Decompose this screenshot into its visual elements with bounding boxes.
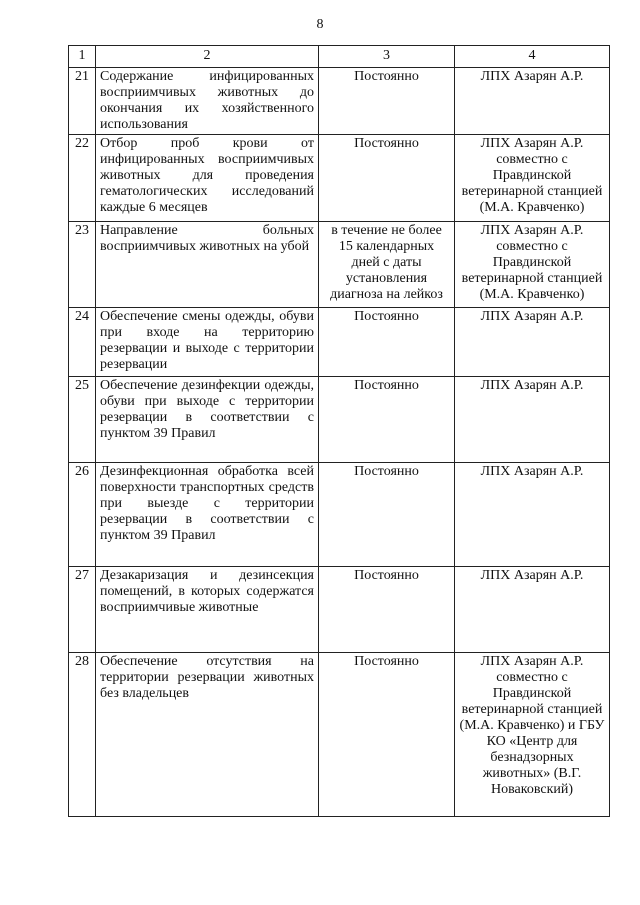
- column-header: 1: [69, 46, 96, 68]
- row-number: 27: [69, 567, 96, 653]
- measure-description: Обеспечение смены одежды, обуви при входе на территорию резервации и выходе с территории резервации: [96, 308, 319, 377]
- measure-description: Дезакаризация и дезинсекция помещений, в которых содержатся восприимчивые животные: [96, 567, 319, 653]
- measure-description: Направление больных восприимчивых животных на убой: [96, 222, 319, 308]
- table-row: [69, 377, 610, 463]
- measure-description: Обеспечение дезинфекции одежды, обуви при выходе с территории резервации в соответствии с пунктом 39 Правил: [96, 377, 319, 463]
- measure-term: Постоянно: [319, 653, 455, 817]
- row-number: 24: [69, 308, 96, 377]
- table-row: [69, 463, 610, 567]
- measure-term: в течение не более 15 календарных дней с даты установления диагноза на лейкоз: [319, 222, 455, 308]
- measure-responsible: ЛПХ Азарян А.Р.: [455, 308, 610, 377]
- table-row: [69, 135, 610, 222]
- row-number: 28: [69, 653, 96, 817]
- row-number: 22: [69, 135, 96, 222]
- column-header: 2: [96, 46, 319, 68]
- table-row: [69, 653, 610, 817]
- table-header-row: [69, 46, 610, 68]
- table-row: [69, 222, 610, 308]
- measures-table: [68, 45, 610, 817]
- table-row: [69, 308, 610, 377]
- measure-description: Содержание инфицированных восприимчивых животных до окончания их хозяйственного использования: [96, 68, 319, 135]
- measure-responsible: ЛПХ Азарян А.Р.: [455, 463, 610, 567]
- measure-responsible: ЛПХ Азарян А.Р.: [455, 68, 610, 135]
- measure-responsible: ЛПХ Азарян А.Р. совместно с Правдинской ветеринарной станцией (М.А. Кравченко): [455, 222, 610, 308]
- measure-term: Постоянно: [319, 463, 455, 567]
- measure-description: Обеспечение отсутствия на территории резервации животных без владельцев: [96, 653, 319, 817]
- column-header: 4: [455, 46, 610, 68]
- page-number: 8: [316, 17, 324, 32]
- measure-term: Постоянно: [319, 68, 455, 135]
- row-number: 21: [69, 68, 96, 135]
- measure-responsible: ЛПХ Азарян А.Р. совместно с Правдинской ветеринарной станцией (М.А. Кравченко) и ГБУ КО «Центр для безнадзорных животных» (В.Г. Новаковский): [455, 653, 610, 817]
- row-number: 25: [69, 377, 96, 463]
- row-number: 26: [69, 463, 96, 567]
- measure-term: Постоянно: [319, 308, 455, 377]
- measure-term: Постоянно: [319, 567, 455, 653]
- measure-responsible: ЛПХ Азарян А.Р. совместно с Правдинской ветеринарной станцией (М.А. Кравченко): [455, 135, 610, 222]
- column-header: 3: [319, 46, 455, 68]
- measure-term: Постоянно: [319, 135, 455, 222]
- measure-description: Дезинфекционная обработка всей поверхности транспортных средств при выезде с территории резервации в соответствии с пунктом 39 Правил: [96, 463, 319, 567]
- table-row: [69, 567, 610, 653]
- row-number: 23: [69, 222, 96, 308]
- measure-responsible: ЛПХ Азарян А.Р.: [455, 377, 610, 463]
- measure-description: Отбор проб крови от инфицированных восприимчивых животных для проведения гематологических исследований каждые 6 месяцев: [96, 135, 319, 222]
- measure-term: Постоянно: [319, 377, 455, 463]
- table-row: [69, 68, 610, 135]
- measure-responsible: ЛПХ Азарян А.Р.: [455, 567, 610, 653]
